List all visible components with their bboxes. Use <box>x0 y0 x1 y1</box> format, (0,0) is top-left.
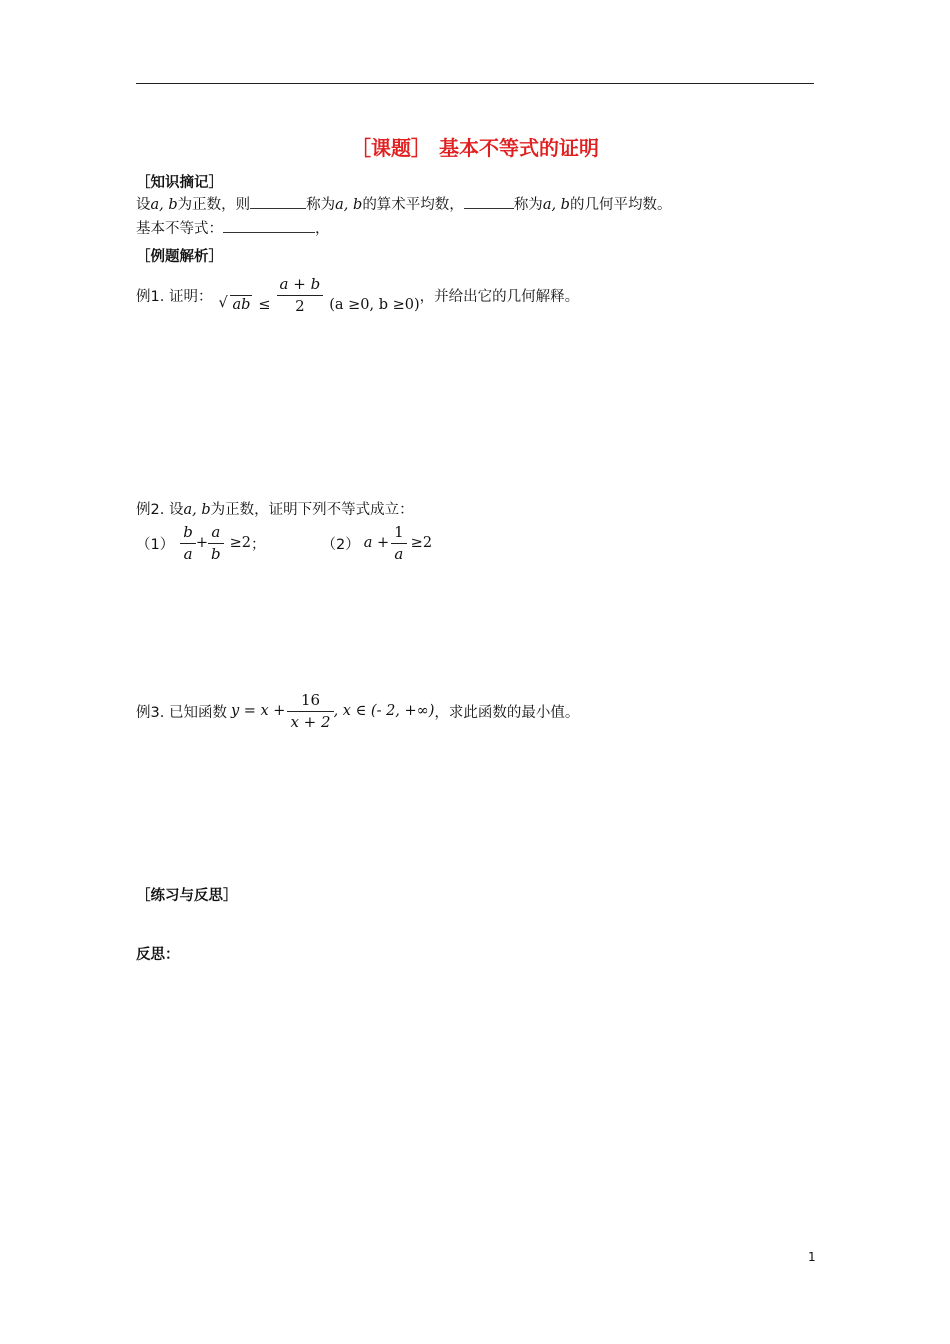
practice-heading: ［练习与反思］ <box>136 888 238 904</box>
ex2-part1-fraction-2 <box>208 524 224 562</box>
ex2-part2-a: a + <box>363 535 390 551</box>
ex1-tail: ，并给出它的几何解释。 <box>419 288 580 305</box>
ex1-frac-den: 2 <box>295 296 305 315</box>
knowledge-text-c: 称为 <box>306 197 336 213</box>
ex2-part2-geq: ≥2 <box>410 535 433 551</box>
knowledge-text-e: 称为 <box>513 197 543 213</box>
page-number: 1 <box>808 1250 816 1264</box>
ex2-part2-label: （2） <box>321 536 360 553</box>
ex1-fraction <box>277 276 324 314</box>
blank-basic-inequality[interactable] <box>223 220 315 233</box>
ex3-frac-num: 16 <box>300 691 321 709</box>
knowledge-vars-2: a, b <box>335 197 363 213</box>
header-rule <box>136 83 814 84</box>
ex1-sqrt <box>218 297 252 313</box>
ex3-fraction <box>287 692 333 730</box>
ex2-plus: + <box>195 535 208 551</box>
ex3-tail: ，求此函数的最小值。 <box>434 704 580 721</box>
ex2-f2-den: b <box>211 544 221 563</box>
radical-sign-icon: √ <box>218 295 228 311</box>
knowledge-line-2 <box>136 217 330 238</box>
example-2-parts <box>136 524 432 562</box>
title-text: 基本不等式的证明 <box>439 136 599 160</box>
ex2-f2-num: a <box>211 523 221 541</box>
blank-geometric-mean[interactable] <box>464 196 514 209</box>
ex1-radicand: ab <box>232 297 251 313</box>
ex2-part2-fraction <box>391 524 407 562</box>
example-3 <box>136 692 579 730</box>
ex2-p2-den: a <box>394 544 404 563</box>
ex2-f1-den: a <box>183 544 193 563</box>
example-2 <box>136 498 414 519</box>
ex3-label: 例3. 已知函数 <box>136 704 227 721</box>
reflection-heading: 反思： <box>136 947 180 963</box>
knowledge-vars-1: a, b <box>150 197 178 213</box>
knowledge-vars-3: a, b <box>542 197 570 213</box>
knowledge-text-f: 的几何平均数。 <box>569 197 672 213</box>
blank-arithmetic-mean[interactable] <box>250 196 306 209</box>
knowledge-heading: ［知识摘记］ <box>136 175 223 191</box>
ex2-vars: a, b <box>183 502 211 518</box>
ex2-part1-label: （1） <box>136 536 175 553</box>
ex2-sep: ； <box>250 536 266 553</box>
ex2-part1-geq: ≥2 <box>229 535 251 551</box>
ex3-expr-a: y = x + <box>230 703 286 719</box>
example-1 <box>136 276 579 314</box>
title-tag: ［课题］ <box>351 136 431 160</box>
ex3-frac-den: x + 2 <box>290 712 331 731</box>
ex2-part1-fraction-1 <box>180 524 196 562</box>
knowledge-text-d: 的算术平均数， <box>362 197 464 213</box>
ex2-label: 例2. 设 <box>136 502 184 518</box>
ex1-condition: (a ≥0, b ≥0) <box>329 297 420 313</box>
knowledge-text-h: ， <box>315 221 330 237</box>
knowledge-line-1 <box>136 193 671 214</box>
page-title <box>0 132 950 161</box>
ex2-p2-num: 1 <box>394 523 404 541</box>
knowledge-text-b: 为正数，则 <box>177 197 251 213</box>
ex2-text: 为正数，证明下列不等式成立： <box>210 502 414 518</box>
knowledge-text-a: 设 <box>136 197 151 213</box>
knowledge-text-g: 基本不等式： <box>136 221 223 237</box>
ex1-leq: ≤ <box>258 297 271 313</box>
ex2-f1-num: b <box>183 523 193 541</box>
ex3-expr-b: , x ∈ (- 2, +∞) <box>333 703 435 719</box>
ex1-frac-num: a + b <box>279 275 321 293</box>
examples-heading: ［例题解析］ <box>136 249 223 265</box>
ex1-label: 例1. 证明： <box>136 288 213 305</box>
